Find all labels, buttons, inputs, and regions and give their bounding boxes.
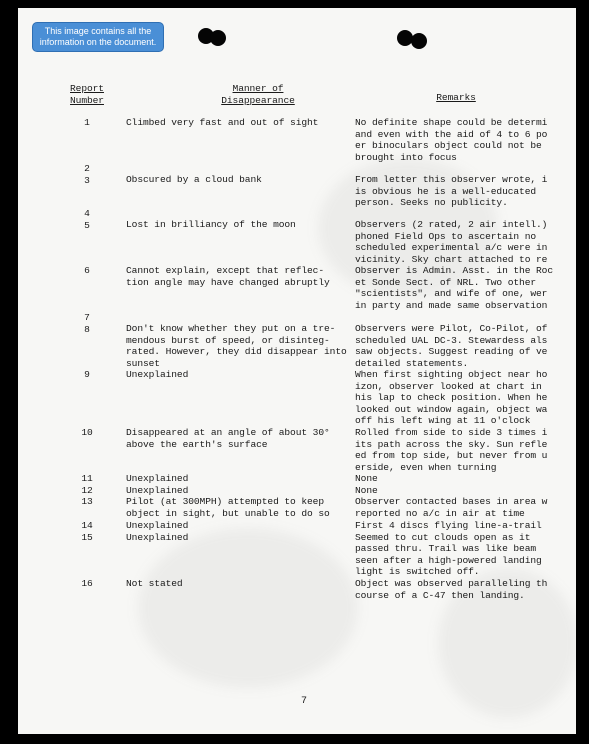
report-number: 16 <box>81 578 93 589</box>
info-notice-badge[interactable]: This image contains all the information on the document. <box>32 22 164 52</box>
paper-smudge <box>138 528 358 688</box>
punch-hole <box>411 33 427 49</box>
document-page <box>18 8 576 734</box>
remarks-text: Observer is Admin. Asst. in the Roc et Sonde Sect. of NRL. Two other "scientists", and wife of one, wer in party and made same observation <box>355 265 554 311</box>
report-number: 10 <box>81 427 93 438</box>
report-number: 7 8 <box>84 312 90 335</box>
punch-hole <box>210 30 226 46</box>
header-remarks: Remarks <box>436 92 476 103</box>
report-number: 9 <box>84 369 90 380</box>
remarks-text: Object was observed paralleling th course of a C-47 then landing. <box>355 578 548 601</box>
manner-text: Unexplained Unexplained <box>126 520 189 543</box>
report-number: 14 15 <box>81 520 93 543</box>
report-number: 4 5 <box>84 208 90 231</box>
manner-text: Climbed very fast and out of sight <box>126 117 319 128</box>
manner-text: Unexplained <box>126 369 189 380</box>
remarks-text: When first sighting object near ho izon, observer looked at chart in his lap to check position. When he looked out window again, object wa off his left wing at 11 o'clock <box>355 369 548 427</box>
remarks-text: Rolled from side to side 3 times i its path across the sky. Sun refle ed from top side, but never from u erside, even when turning <box>355 427 548 473</box>
report-number: 1 <box>84 117 90 128</box>
report-number: 2 3 <box>84 163 90 186</box>
remarks-text: Observers were Pilot, Co-Pilot, of scheduled UAL DC-3. Stewardess als saw objects. Suggest reading of ve detailed statements. <box>355 323 548 369</box>
report-number: 11 12 13 <box>81 473 93 508</box>
manner-text: Cannot explain, except that reflec- tion angle may have changed abruptly <box>126 265 330 288</box>
header-manner: Manner of Disappearance <box>221 83 295 106</box>
remarks-text: None None Observer contacted bases in area w reported no a/c in air at time <box>355 473 548 519</box>
remarks-text: From letter this observer wrote, i is obvious he is a well-educated person. Seeks no publicity. <box>355 174 548 209</box>
report-number: 6 <box>84 265 90 276</box>
remarks-text: No definite shape could be determi and even with the aid of 4 to 6 po er binoculars object could not be brought into focus <box>355 117 548 163</box>
remarks-text: Observers (2 rated, 2 air intell.) phoned Field Ops to ascertain no scheduled experimental a/c were in vicinity. Sky chart attached to re <box>355 219 548 265</box>
manner-text: Lost in brilliancy of the moon <box>126 219 296 230</box>
header-report-number: Report Number <box>70 83 104 106</box>
page-number: 7 <box>301 696 308 707</box>
manner-text: Unexplained Unexplained Pilot (at 300MPH) attempted to keep object in sight, but unable to do so <box>126 473 330 519</box>
manner-text: Don't know whether they put on a tre- mendous burst of speed, or disinteg- rated. However, they did disappear into sunset <box>126 323 347 369</box>
manner-text: Not stated <box>126 578 183 589</box>
manner-text: Disappeared at an angle of about 30° above the earth's surface <box>126 427 330 450</box>
manner-text: Obscured by a cloud bank <box>126 174 262 185</box>
remarks-text: First 4 discs flying line-a-trail Seemed to cut clouds open as it passed thru. Trail was like beam seen after a high-powered landing light is switched off. <box>355 520 542 578</box>
